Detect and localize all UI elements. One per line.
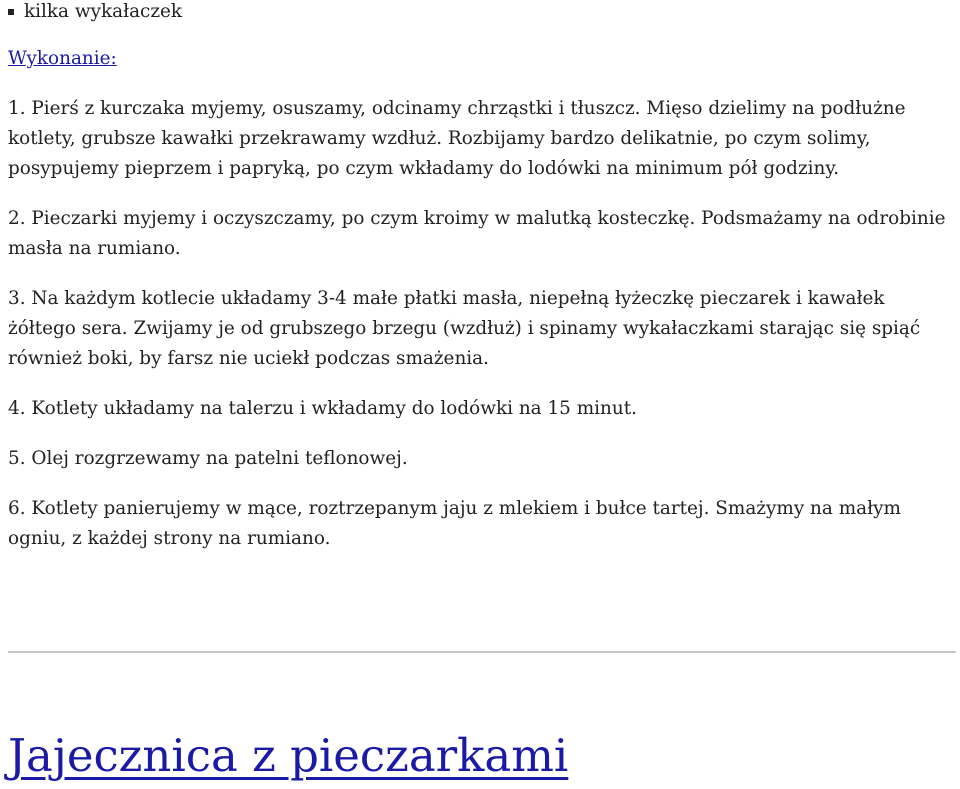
recipe-content	[8, 0, 958, 554]
instruction-step: 3. Na każdym kotlecie układamy 3-4 małe płatki masła, niepełną łyżeczkę pieczarek i kawałek żółtego sera. Zwijamy je od grubszego brzegu (wzdłuż) i spinamy wykałaczkami starając się spiąć również boki, by farsz nie uciekł podczas smażenia.	[8, 288, 921, 369]
section-divider	[8, 651, 956, 653]
instruction-step: 4. Kotlety układamy na talerzu i wkładamy do lodówki na 15 minut.	[8, 398, 637, 419]
ingredients-list	[8, 0, 958, 24]
instruction-step: 1. Pierś z kurczaka myjemy, osuszamy, odcinamy chrząstki i tłuszcz. Mięso dzielimy na podłużne kotlety, grubsze kawałki przekrawamy wzdłuż. Rozbijamy bardzo delikatnie, po czym solimy, posypujemy pieprzem i papryką, po czym wkładamy do lodówki na minimum pół godziny.	[8, 98, 906, 179]
square-bullet-icon	[8, 9, 14, 15]
instructions-heading[interactable]: Wykonanie:	[8, 48, 117, 69]
instruction-step: 5. Olej rozgrzewamy na patelni teflonowej.	[8, 448, 408, 469]
instruction-step: 6. Kotlety panierujemy w mące, roztrzepanym jaju z mlekiem i bułce tartej. Smażymy na małym ogniu, z każdej strony na rumiano.	[8, 498, 901, 549]
list-item	[8, 0, 958, 24]
instruction-step: 2. Pieczarki myjemy i oczyszczamy, po czym kroimy w malutką kosteczkę. Podsmażamy na odrobinie masła na rumiano.	[8, 208, 946, 259]
next-recipe-title-link[interactable]: Jajecznica z pieczarkami	[8, 729, 569, 782]
ingredient-text: kilka wykałaczek	[24, 1, 183, 22]
